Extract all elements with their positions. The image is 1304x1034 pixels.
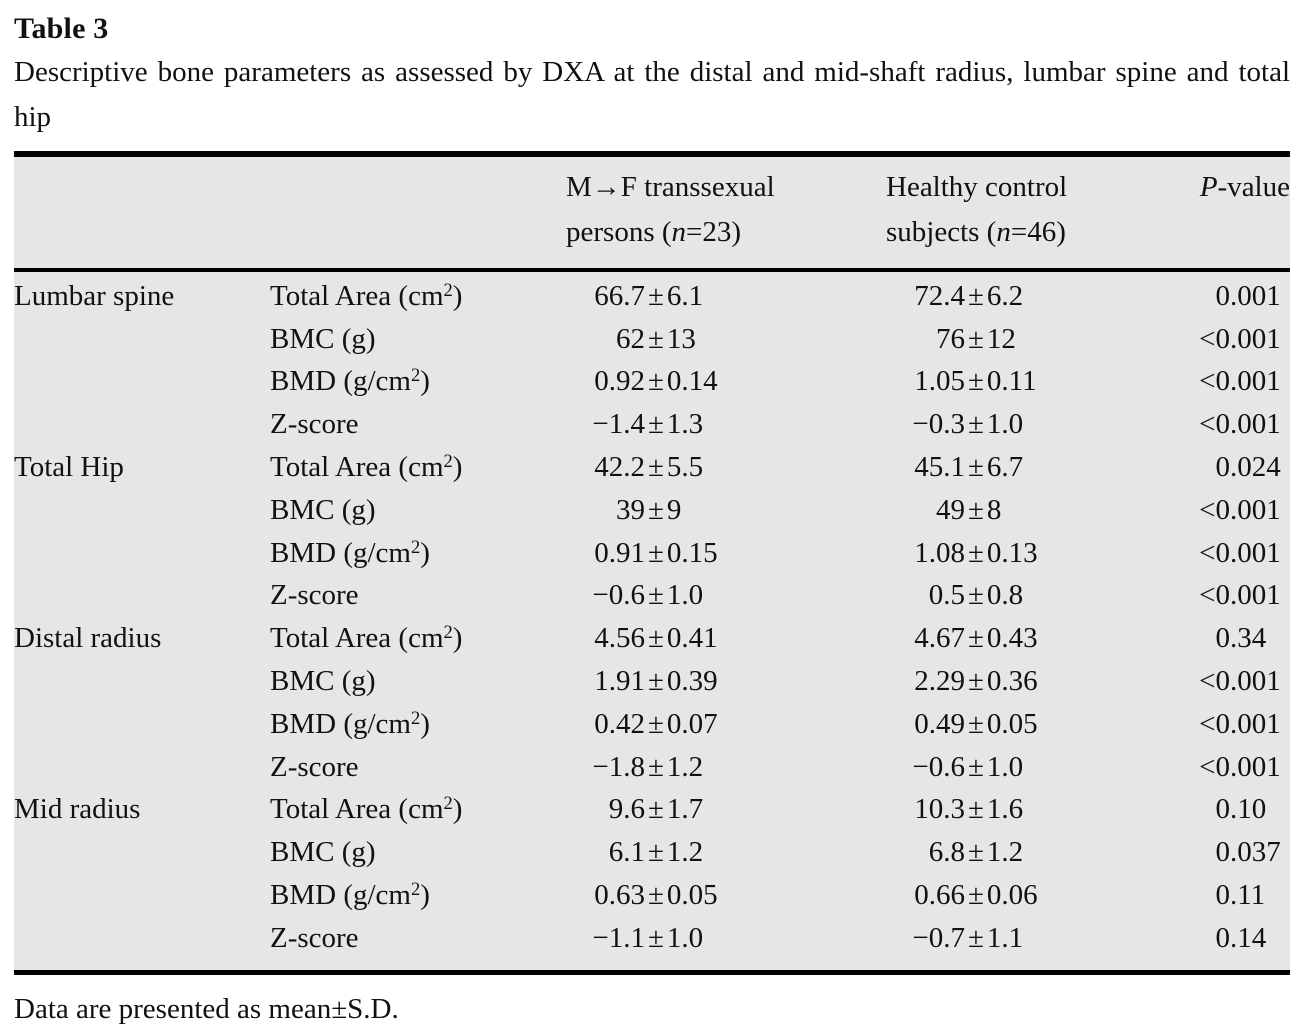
plus-minus-sign: ± xyxy=(648,451,664,484)
pvalue-integer-part: <0 xyxy=(1199,536,1230,569)
parameter-cell: BMC (g) xyxy=(270,493,376,526)
sd-value: 0.41 xyxy=(666,622,718,655)
sd-value: 0.07 xyxy=(666,707,718,740)
mean-value: 45.1 xyxy=(914,451,965,484)
plus-minus-sign: ± xyxy=(648,408,664,441)
mean-value: 0.92 xyxy=(594,365,645,398)
table-footnote: Data are presented as mean±S.D. xyxy=(14,992,399,1025)
mean-value: −1.4 xyxy=(592,408,645,441)
mtf-value-cell xyxy=(552,665,872,698)
mean-value: 0.42 xyxy=(594,707,645,740)
mtf-value-cell xyxy=(552,836,872,869)
pvalue-integer-part: 0 xyxy=(1215,836,1230,869)
column-header-site xyxy=(14,165,270,255)
pvalue-cell xyxy=(1156,537,1290,570)
header-line: subjects (n=46) xyxy=(886,216,1066,248)
parameter-cell: BMD $(g/cm^2)$ xyxy=(270,707,430,740)
parameter-cell: Z-score xyxy=(270,408,359,441)
mean-value: −0.7 xyxy=(912,921,965,954)
pvalue-fraction-part: .001 xyxy=(1230,493,1281,526)
control-value-cell xyxy=(872,494,1156,527)
pvalue-cell xyxy=(1156,280,1290,313)
site-cell: Mid radius xyxy=(14,793,141,826)
mean-value: 76 xyxy=(936,322,965,355)
header-line: persons (n=23) xyxy=(566,216,742,248)
plus-minus-sign: ± xyxy=(648,665,664,698)
mean-value: 0.5 xyxy=(928,579,965,612)
control-value-cell xyxy=(872,622,1156,655)
pvalue-cell xyxy=(1156,751,1290,784)
pvalue-cell xyxy=(1156,793,1290,826)
mtf-value-cell xyxy=(552,622,872,655)
table-row xyxy=(14,275,1290,318)
mean-value: 1.08 xyxy=(914,536,965,569)
superscript-2: 2 xyxy=(410,879,421,901)
sd-value: 6.1 xyxy=(666,279,704,312)
italic-n: n xyxy=(996,216,1011,248)
mean-value: 0.49 xyxy=(914,707,965,740)
pvalue-fraction-part: .14 xyxy=(1230,921,1267,954)
italic-n: n xyxy=(671,216,687,248)
mtf-value-cell xyxy=(552,579,872,612)
sd-value: 1.0 xyxy=(666,921,704,954)
parameter-cell: Z-score xyxy=(270,579,359,612)
parameter-cell: Z-score xyxy=(270,750,359,783)
mtf-value-cell xyxy=(552,922,872,955)
pvalue-fraction-part: .001 xyxy=(1230,365,1281,398)
parameter-cell: Total Area $(cm^2)$ xyxy=(270,622,463,655)
sd-value: 1.7 xyxy=(666,793,704,826)
pvalue-fraction-part: .024 xyxy=(1230,451,1281,484)
table-row xyxy=(14,532,1290,575)
pvalue-cell xyxy=(1156,922,1290,955)
mean-value: −0.6 xyxy=(592,579,645,612)
parameter-cell: BMC (g) xyxy=(270,836,376,869)
table-row xyxy=(14,318,1290,361)
plus-minus-sign: ± xyxy=(968,836,984,869)
mtf-value-cell xyxy=(552,537,872,570)
control-value-cell xyxy=(872,793,1156,826)
pvalue-fraction-part: .001 xyxy=(1230,322,1281,355)
table-row xyxy=(14,489,1290,532)
pvalue-fraction-part: .10 xyxy=(1230,793,1267,826)
plus-minus-sign: ± xyxy=(648,622,664,655)
parameter-cell: BMD $(g/cm^2)$ xyxy=(270,536,430,569)
pvalue-integer-part: <0 xyxy=(1199,579,1230,612)
pvalue-fraction-part: .001 xyxy=(1230,408,1281,441)
sd-value: 8 xyxy=(986,493,1002,526)
pvalue-fraction-part: .037 xyxy=(1230,836,1281,869)
data-table xyxy=(14,151,1290,975)
mtf-value-cell xyxy=(552,751,872,784)
control-value-cell xyxy=(872,537,1156,570)
pvalue-cell xyxy=(1156,708,1290,741)
pvalue-integer-part: <0 xyxy=(1199,408,1230,441)
sd-value: 6.7 xyxy=(986,451,1024,484)
mtf-value-cell xyxy=(552,280,872,313)
pvalue-fraction-part: .001 xyxy=(1230,750,1281,783)
plus-minus-sign: ± xyxy=(968,921,984,954)
sd-value: 1.0 xyxy=(986,750,1024,783)
control-value-cell xyxy=(872,708,1156,741)
site-cell: Lumbar spine xyxy=(14,279,175,312)
superscript-2: 2 xyxy=(443,793,453,815)
plus-minus-sign: ± xyxy=(648,536,664,569)
pvalue-fraction-part: .11 xyxy=(1230,879,1266,912)
mean-value: 0.66 xyxy=(914,879,965,912)
sd-value: 12 xyxy=(986,322,1016,355)
mean-value: 9.6 xyxy=(608,793,645,826)
parameter-cell: BMC (g) xyxy=(270,322,376,355)
plus-minus-sign: ± xyxy=(968,493,984,526)
table-title: Table 3 xyxy=(14,12,109,45)
mean-value: 0.63 xyxy=(594,879,645,912)
plus-minus-sign: ± xyxy=(648,279,664,312)
sd-value: 13 xyxy=(666,322,696,355)
table-row xyxy=(14,617,1290,660)
parameter-cell: BMD $(g/cm^2)$ xyxy=(270,365,430,398)
pvalue-cell xyxy=(1156,836,1290,869)
sd-value: 1.0 xyxy=(666,579,704,612)
table-header-row xyxy=(14,157,1290,272)
mtf-value-cell xyxy=(552,708,872,741)
mean-value: 72.4 xyxy=(914,279,965,312)
mean-value: 6.8 xyxy=(928,836,965,869)
parameter-cell: Z-score xyxy=(270,921,359,954)
superscript-2: 2 xyxy=(443,279,453,301)
pvalue-integer-part: 0 xyxy=(1215,279,1230,312)
pvalue-integer-part: <0 xyxy=(1199,750,1230,783)
pvalue-fraction-part: .001 xyxy=(1230,579,1281,612)
superscript-2: 2 xyxy=(410,536,421,558)
mtf-value-cell xyxy=(552,494,872,527)
control-value-cell xyxy=(872,323,1156,356)
pvalue-integer-part: <0 xyxy=(1199,665,1230,698)
plus-minus-sign: ± xyxy=(648,921,664,954)
mean-value: 2.29 xyxy=(914,665,965,698)
control-value-cell xyxy=(872,365,1156,398)
superscript-2: 2 xyxy=(410,365,421,387)
plus-minus-sign: ± xyxy=(968,622,984,655)
superscript-2: 2 xyxy=(443,451,453,473)
mtf-value-cell xyxy=(552,323,872,356)
mean-value: 1.05 xyxy=(914,365,965,398)
plus-minus-sign: ± xyxy=(648,793,664,826)
plus-minus-sign: ± xyxy=(968,750,984,783)
mean-value: −1.1 xyxy=(592,921,645,954)
plus-minus-sign: ± xyxy=(968,793,984,826)
pvalue-cell xyxy=(1156,323,1290,356)
mean-value: 4.67 xyxy=(914,622,965,655)
pvalue-integer-part: 0 xyxy=(1215,793,1230,826)
sd-value: 0.36 xyxy=(986,665,1038,698)
mean-value: 49 xyxy=(936,493,965,526)
header-line: Healthy control xyxy=(886,171,1068,203)
table-row xyxy=(14,660,1290,703)
sd-value: 6.2 xyxy=(986,279,1024,312)
mean-value: 42.2 xyxy=(594,451,645,484)
plus-minus-sign: ± xyxy=(968,451,984,484)
mean-value: −1.8 xyxy=(592,750,645,783)
table-row xyxy=(14,874,1290,917)
control-value-cell xyxy=(872,579,1156,612)
control-value-cell xyxy=(872,879,1156,912)
plus-minus-sign: ± xyxy=(648,365,664,398)
plus-minus-sign: ± xyxy=(648,750,664,783)
sd-value: 1.2 xyxy=(666,836,704,869)
sd-value: 0.13 xyxy=(986,536,1038,569)
table-row xyxy=(14,789,1290,832)
sd-value: 0.8 xyxy=(986,579,1024,612)
sd-value: 1.0 xyxy=(986,408,1024,441)
sd-value: 1.6 xyxy=(986,793,1024,826)
pvalue-integer-part: 0 xyxy=(1215,879,1230,912)
pvalue-cell xyxy=(1156,879,1290,912)
pvalue-cell xyxy=(1156,665,1290,698)
parameter-cell: Total Area $(cm^2)$ xyxy=(270,279,463,312)
plus-minus-sign: ± xyxy=(968,579,984,612)
mtf-value-cell xyxy=(552,365,872,398)
italic-p: P xyxy=(1199,171,1218,203)
table-row xyxy=(14,703,1290,746)
pvalue-integer-part: <0 xyxy=(1199,322,1230,355)
sd-value: 0.15 xyxy=(666,536,718,569)
superscript-2: 2 xyxy=(410,707,421,729)
plus-minus-sign: ± xyxy=(968,879,984,912)
parameter-cell: BMC (g) xyxy=(270,665,376,698)
pvalue-cell xyxy=(1156,494,1290,527)
plus-minus-sign: ± xyxy=(968,665,984,698)
sd-value: 1.2 xyxy=(986,836,1024,869)
parameter-cell: Total Area $(cm^2)$ xyxy=(270,793,463,826)
pvalue-fraction-part: .001 xyxy=(1230,665,1281,698)
mean-value: 39 xyxy=(616,493,645,526)
mean-value: 1.91 xyxy=(594,665,645,698)
plus-minus-sign: ± xyxy=(968,322,984,355)
sd-value: 1.1 xyxy=(986,921,1024,954)
pvalue-fraction-part: .001 xyxy=(1230,279,1281,312)
mean-value: −0.6 xyxy=(912,750,965,783)
pvalue-integer-part: <0 xyxy=(1199,707,1230,740)
mtf-value-cell xyxy=(552,451,872,484)
plus-minus-sign: ± xyxy=(648,836,664,869)
sd-value: 9 xyxy=(666,493,682,526)
control-value-cell xyxy=(872,922,1156,955)
plus-minus-sign: ± xyxy=(968,408,984,441)
sd-value: 0.06 xyxy=(986,879,1038,912)
control-value-cell xyxy=(872,665,1156,698)
sd-value: 0.43 xyxy=(986,622,1038,655)
site-cell: Total Hip xyxy=(14,451,124,484)
control-value-cell xyxy=(872,836,1156,869)
plus-minus-sign: ± xyxy=(648,322,664,355)
mean-value: −0.3 xyxy=(912,408,965,441)
pvalue-cell xyxy=(1156,451,1290,484)
mtf-value-cell xyxy=(552,408,872,441)
table-row xyxy=(14,746,1290,789)
pvalue-cell xyxy=(1156,579,1290,612)
parameter-cell: Total Area $(cm^2)$ xyxy=(270,451,463,484)
column-header-healthy-control xyxy=(872,165,1156,255)
table-row xyxy=(14,831,1290,874)
sd-value: 1.3 xyxy=(666,408,704,441)
column-header-mtf-transsexual xyxy=(552,165,872,255)
pvalue-cell xyxy=(1156,408,1290,441)
mtf-value-cell xyxy=(552,793,872,826)
table-row xyxy=(14,403,1290,446)
column-header-pvalue: P-value xyxy=(1199,171,1290,203)
plus-minus-sign: ± xyxy=(968,279,984,312)
pvalue-integer-part: 0 xyxy=(1215,622,1230,655)
mean-value: 4.56 xyxy=(594,622,645,655)
sd-value: 0.11 xyxy=(986,365,1037,398)
site-cell: Distal radius xyxy=(14,622,162,655)
mean-value: 0.91 xyxy=(594,536,645,569)
pvalue-fraction-part: .34 xyxy=(1230,622,1267,655)
table-row xyxy=(14,446,1290,489)
plus-minus-sign: ± xyxy=(648,879,664,912)
table-row xyxy=(14,917,1290,960)
header-line: M→F transsexual xyxy=(566,171,775,203)
plus-minus-sign: ± xyxy=(648,493,664,526)
control-value-cell xyxy=(872,451,1156,484)
plus-minus-sign: ± xyxy=(968,365,984,398)
sd-value: 0.05 xyxy=(666,879,718,912)
sd-value: 0.14 xyxy=(666,365,718,398)
parameter-cell: BMD $(g/cm^2)$ xyxy=(270,879,430,912)
mtf-value-cell xyxy=(552,879,872,912)
pvalue-integer-part: <0 xyxy=(1199,493,1230,526)
pvalue-integer-part: 0 xyxy=(1215,451,1230,484)
pvalue-cell xyxy=(1156,622,1290,655)
table-caption: Descriptive bone parameters as assessed by DXA at the distal and mid-shaft radius, lumbar spine and total hip xyxy=(14,56,1290,133)
sd-value: 5.5 xyxy=(666,451,704,484)
table-body xyxy=(14,272,1290,970)
plus-minus-sign: ± xyxy=(648,707,664,740)
pvalue-cell xyxy=(1156,365,1290,398)
table-row xyxy=(14,361,1290,404)
superscript-2: 2 xyxy=(443,622,453,644)
control-value-cell xyxy=(872,408,1156,441)
sd-value: 0.39 xyxy=(666,665,718,698)
plus-minus-sign: ± xyxy=(968,536,984,569)
pvalue-fraction-part: .001 xyxy=(1230,707,1281,740)
mean-value: 66.7 xyxy=(594,279,645,312)
mean-value: 6.1 xyxy=(608,836,645,869)
table-row xyxy=(14,575,1290,618)
pvalue-fraction-part: .001 xyxy=(1230,536,1281,569)
plus-minus-sign: ± xyxy=(648,579,664,612)
mean-value: 62 xyxy=(616,322,645,355)
control-value-cell xyxy=(872,280,1156,313)
sd-value: 1.2 xyxy=(666,750,704,783)
plus-minus-sign: ± xyxy=(968,707,984,740)
column-header-parameter xyxy=(270,165,552,255)
sd-value: 0.05 xyxy=(986,707,1038,740)
control-value-cell xyxy=(872,751,1156,784)
pvalue-integer-part: <0 xyxy=(1199,365,1230,398)
mean-value: 10.3 xyxy=(914,793,965,826)
pvalue-integer-part: 0 xyxy=(1215,921,1230,954)
